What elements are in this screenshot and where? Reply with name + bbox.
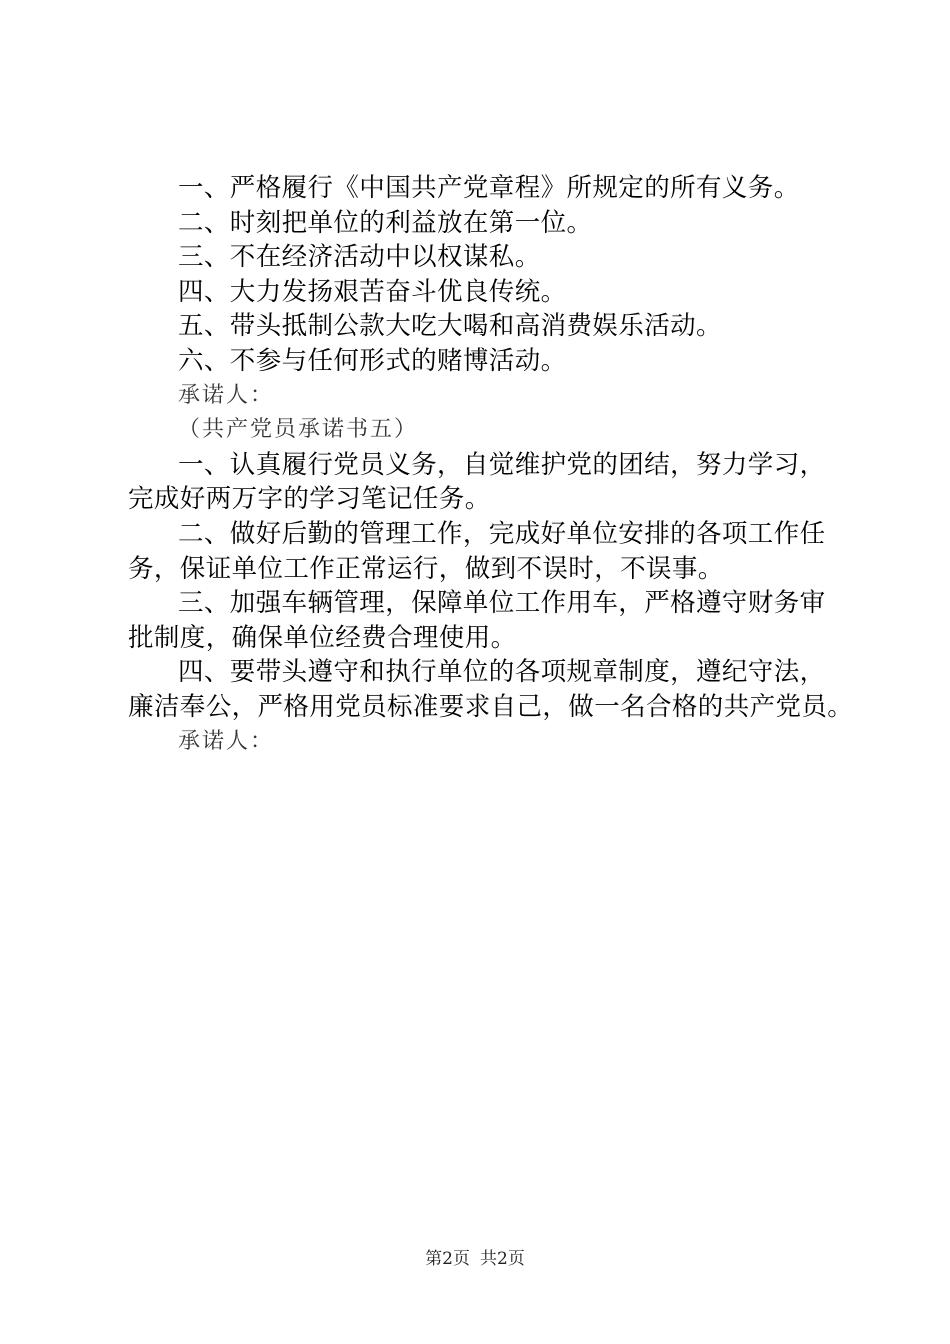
page-footer xyxy=(0,1244,950,1269)
pledge-item-3: 三、不在经济活动中以权谋私。 xyxy=(178,242,541,273)
paragraph-line: 务，保证单位工作正常运行，做到不误时，不误事。 xyxy=(128,553,724,584)
pledge-item-1: 一、严格履行《中国共产党章程》所规定的所有义务。 xyxy=(178,173,800,203)
pledge-item-2: 二、时刻把单位的利益放在第一位。 xyxy=(178,207,593,238)
page-number-total: 共2页 xyxy=(480,1249,525,1269)
signature-label: 承诺人： xyxy=(178,728,275,754)
paragraph-line: 三、加强车辆管理，保障单位工作用车，严格遵守财务审 xyxy=(178,588,826,619)
page-number-current: 第2页 xyxy=(425,1249,470,1269)
paragraph-line: 廉洁奉公，严格用党员标准要求自己，做一名合格的共产党员。 xyxy=(128,691,854,722)
pledge-item-6: 六、不参与任何形式的赌博活动。 xyxy=(178,345,567,376)
pledge-item-4: 四、大力发扬艰苦奋斗优良传统。 xyxy=(178,276,567,307)
paragraph-line: 四、要带头遵守和执行单位的各项规章制度，遵纪守法， xyxy=(178,657,826,688)
signature-label: 承诺人： xyxy=(178,382,275,408)
paragraph-line: 二、做好后勤的管理工作，完成好单位安排的各项工作任 xyxy=(178,518,826,549)
paragraph-line: 完成好两万字的学习笔记任务。 xyxy=(128,484,491,515)
paragraph-line: 一、认真履行党员义务，自觉维护党的团结，努力学习， xyxy=(178,449,826,480)
pledge-item-5: 五、带头抵制公款大吃大喝和高消费娱乐活动。 xyxy=(178,311,722,342)
paragraph-line: 批制度，确保单位经费合理使用。 xyxy=(128,622,517,653)
section-heading: （共产党员承诺书五） xyxy=(178,417,419,443)
document-body xyxy=(128,171,854,759)
